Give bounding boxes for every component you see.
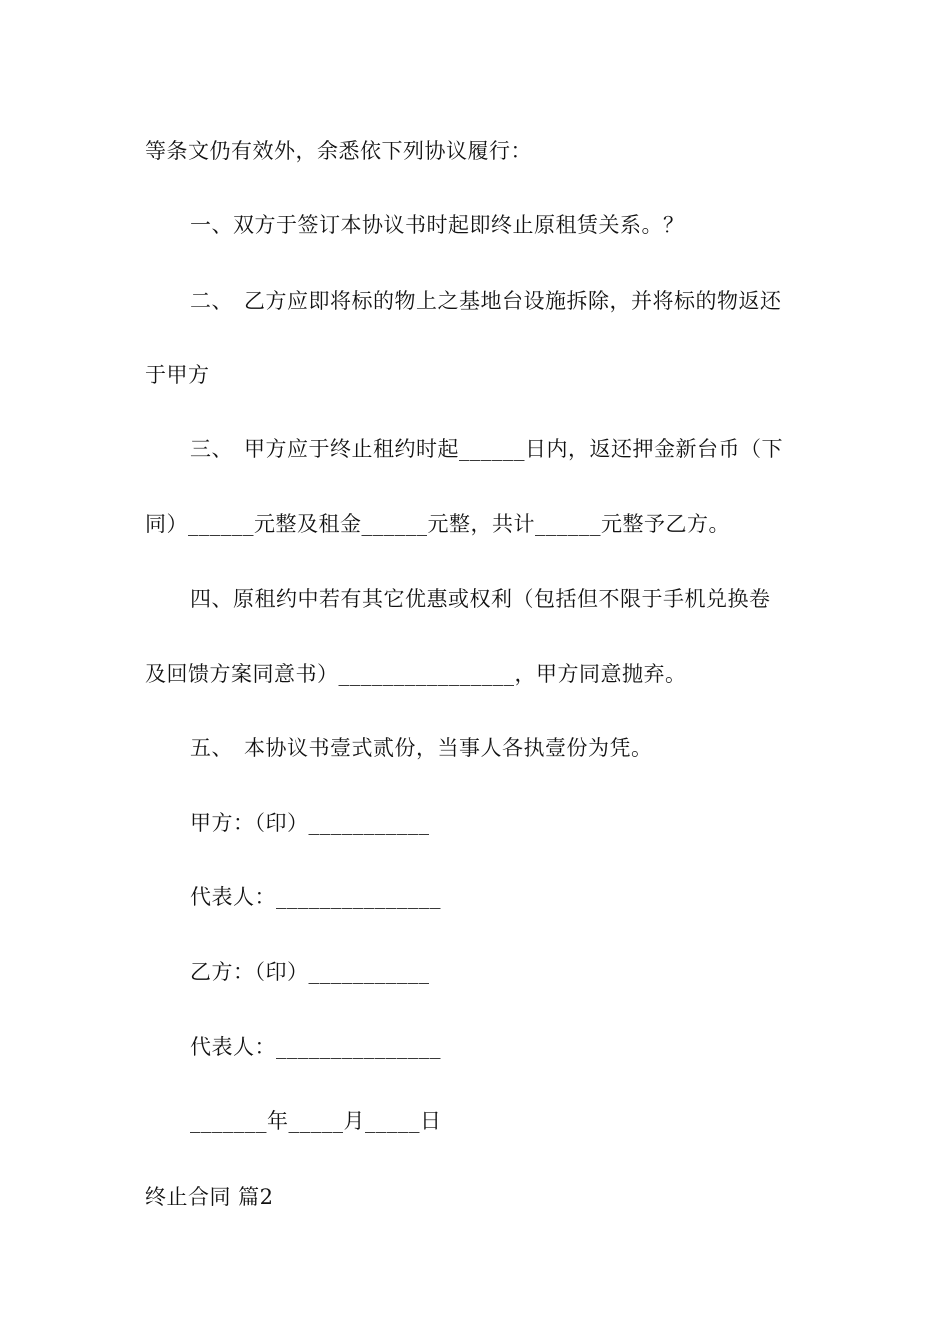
party-b-representative-line: 代表人：_______________: [190, 1035, 441, 1059]
clause-3-continuation: 同）______元整及租金______元整，共计______元整予乙方。: [145, 512, 730, 536]
clause-3: 三、 甲方应于终止租约时起______日内，返还押金新台币（下: [190, 437, 783, 461]
clause-2: 二、 乙方应即将标的物上之基地台设施拆除，并将标的物返还: [190, 289, 782, 313]
party-b-seal-line: 乙方：（印）___________: [190, 960, 430, 984]
paragraph-continuation: 等条文仍有效外，余悉依下列协议履行：: [145, 139, 532, 163]
clause-4: 四、原租约中若有其它优惠或权利（包括但不限于手机兑换卷: [190, 587, 771, 611]
clause-2-continuation: 于甲方: [145, 363, 210, 387]
party-a-seal-line: 甲方：（印）___________: [190, 811, 430, 835]
clause-5: 五、 本协议书壹式贰份，当事人各执壹份为凭。: [190, 736, 653, 760]
clause-4-continuation: 及回馈方案同意书）________________，甲方同意抛弃。: [145, 662, 687, 686]
party-a-representative-line: 代表人：_______________: [190, 885, 441, 909]
date-line: _______年_____月_____日: [190, 1109, 442, 1133]
clause-1: 一、双方于签订本协议书时起即终止原租赁关系。？: [190, 213, 685, 237]
section-heading: 终止合同 篇2: [145, 1185, 274, 1209]
